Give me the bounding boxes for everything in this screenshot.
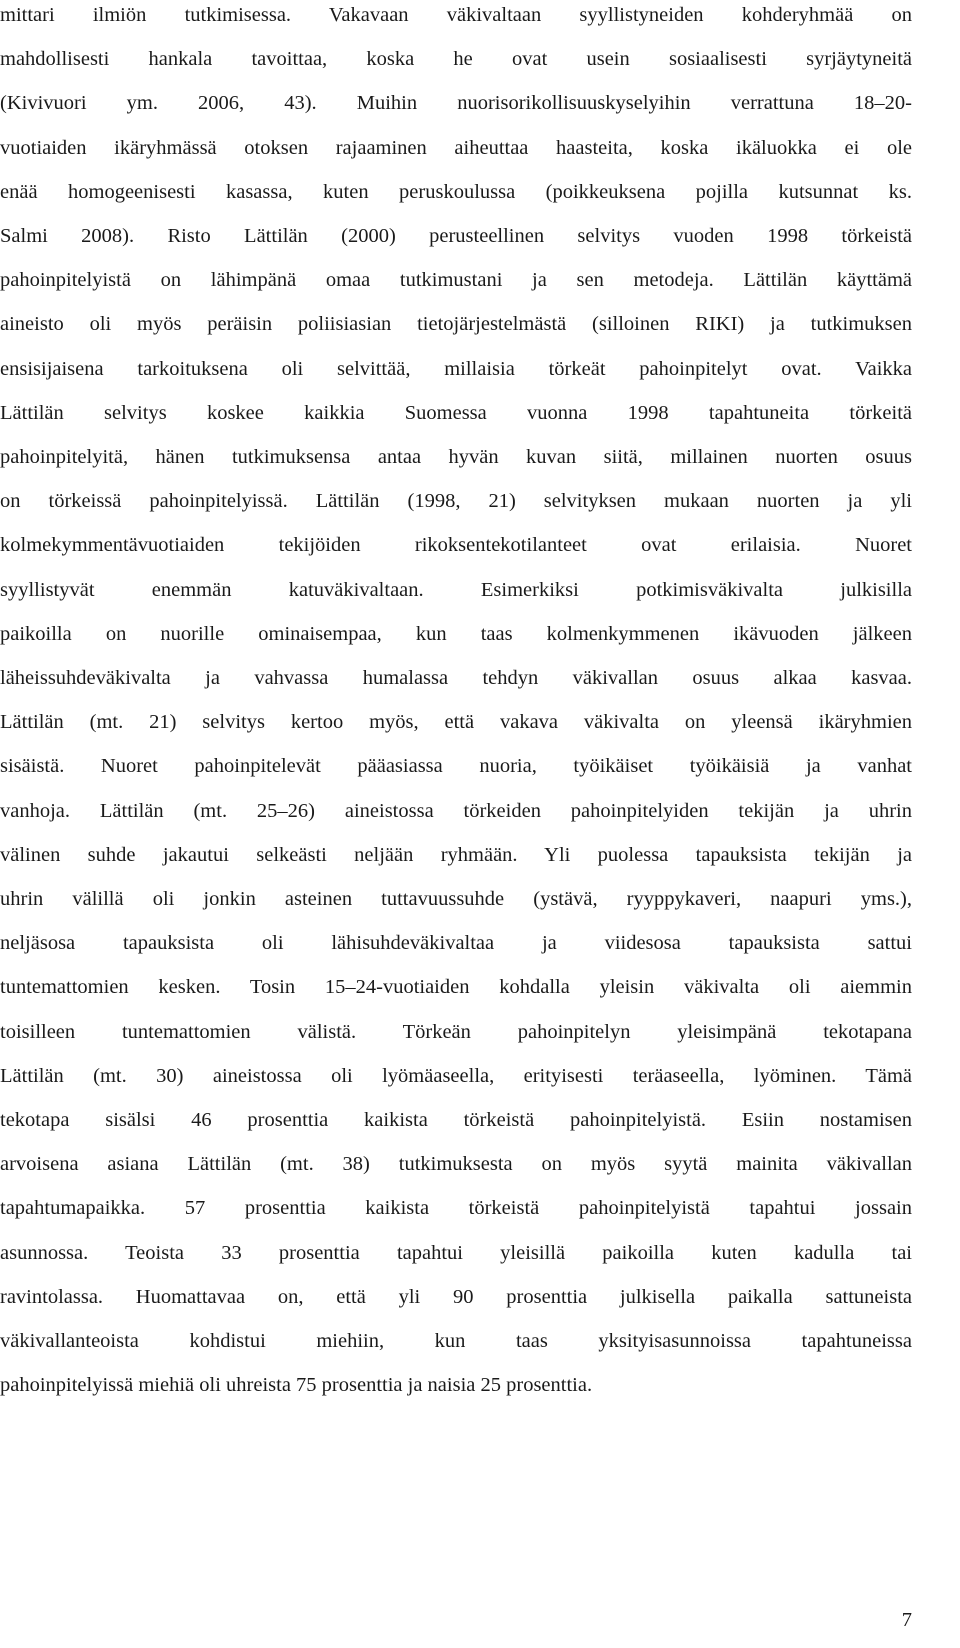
text-line: tekotapa sisälsi 46 prosenttia kaikista törkeistä pahoinpitelyistä. Esiin nostamisen <box>0 1109 912 1131</box>
text-line: Lättilän (mt. 21) selvitys kertoo myös, että vakava väkivalta on yleensä ikäryhmien <box>0 711 912 734</box>
text-line: mahdollisesti hankala tavoittaa, koska he ovat usein sosiaalisesti syrjäytyneitä <box>0 48 912 71</box>
text-line: pahoinpitelyissä miehiä oli uhreista 75 prosenttia ja naisia 25 prosenttia. <box>0 1374 593 1397</box>
text-line: uhrin välillä oli jonkin asteinen tuttavuussuhde (ystävä, ryyppykaveri, naapuri yms.), <box>0 888 912 910</box>
text-line: tapahtumapaikka. 57 prosenttia kaikista törkeistä pahoinpitelyistä tapahtui jossain <box>0 1197 912 1220</box>
text-line: arvoisena asiana Lättilän (mt. 38) tutkimuksesta on myös syytä mainita väkivallan <box>0 1153 912 1176</box>
text-line: syyllistyvät enemmän katuväkivaltaan. Esimerkiksi potkimisväkivalta julkisilla <box>0 578 912 601</box>
text-line: ravintolassa. Huomattavaa on, että yli 90 prosenttia julkisella paikalla sattuneista <box>0 1285 912 1308</box>
text-line: Salmi 2008). Risto Lättilän (2000) perusteellinen selvitys vuoden 1998 törkeistä <box>0 225 912 247</box>
text-line: enää homogeenisesti kasassa, kuten peruskoulussa (poikkeuksena pojilla kutsunnat ks. <box>0 180 912 203</box>
text-line: paikoilla on nuorille ominaisempaa, kun taas kolmenkymmenen ikävuoden jälkeen <box>0 622 912 645</box>
text-line: asunnossa. Teoista 33 prosenttia tapahtui yleisillä paikoilla kuten kadulla tai <box>0 1241 912 1264</box>
text-line: väkivallanteoista kohdistui miehiin, kun taas yksityisasunnoissa tapahtuneissa <box>0 1330 912 1352</box>
text-line: neljäsosa tapauksista oli lähisuhdeväkivaltaa ja viidesosa tapauksista sattui <box>0 932 912 955</box>
text-line: tuntemattomien kesken. Tosin 15–24-vuotiaiden kohdalla yleisin väkivalta oli aiemmin <box>0 976 912 999</box>
text-line: on törkeissä pahoinpitelyissä. Lättilän (1998, 21) selvityksen mukaan nuorten ja yli <box>0 490 912 513</box>
text-line: sisäistä. Nuoret pahoinpitelevät pääasiassa nuoria, työikäiset työikäisiä ja vanhat <box>0 755 912 778</box>
text-line: välinen suhde jakautui selkeästi neljään ryhmään. Yli puolessa tapauksista tekijän ja <box>0 843 912 866</box>
text-line: läheissuhdeväkivalta ja vahvassa humalassa tehdyn väkivallan osuus alkaa kasvaa. <box>0 667 912 689</box>
text-line: (Kivivuori ym. 2006, 43). Muihin nuorisorikollisuuskyselyihin verrattuna 18–20- <box>0 92 912 115</box>
text-line: pahoinpitelyistä on lähimpänä omaa tutkimustani ja sen metodeja. Lättilän käyttämä <box>0 269 912 292</box>
text-line: vuotiaiden ikäryhmässä otoksen rajaaminen aiheuttaa haasteita, koska ikäluokka ei ole <box>0 136 912 159</box>
text-line: vanhoja. Lättilän (mt. 25–26) aineistossa törkeiden pahoinpitelyiden tekijän ja uhrin <box>0 799 912 822</box>
text-line: toisilleen tuntemattomien välistä. Törkeän pahoinpitelyn yleisimpänä tekotapana <box>0 1020 912 1043</box>
page-number: 7 <box>901 1609 912 1631</box>
text-line: Lättilän selvitys koskee kaikkia Suomessa vuonna 1998 tapahtuneita törkeitä <box>0 401 912 424</box>
text-line: mittari ilmiön tutkimisessa. Vakavaan väkivaltaan syyllistyneiden kohderyhmää on <box>0 4 912 26</box>
text-line: ensisijaisena tarkoituksena oli selvittää, millaisia törkeät pahoinpitelyt ovat. Vaikka <box>0 357 912 380</box>
text-line: kolmekymmentävuotiaiden tekijöiden rikoksentekotilanteet ovat erilaisia. Nuoret <box>0 534 912 557</box>
text-line: pahoinpitelyitä, hänen tutkimuksensa antaa hyvän kuvan siitä, millainen nuorten osuus <box>0 446 912 468</box>
text-line: aineisto oli myös peräisin poliisiasian tietojärjestelmästä (silloinen RIKI) ja tutkimuksen <box>0 313 912 336</box>
text-line: Lättilän (mt. 30) aineistossa oli lyömäaseella, erityisesti teräaseella, lyöminen. Tämä <box>0 1064 912 1087</box>
